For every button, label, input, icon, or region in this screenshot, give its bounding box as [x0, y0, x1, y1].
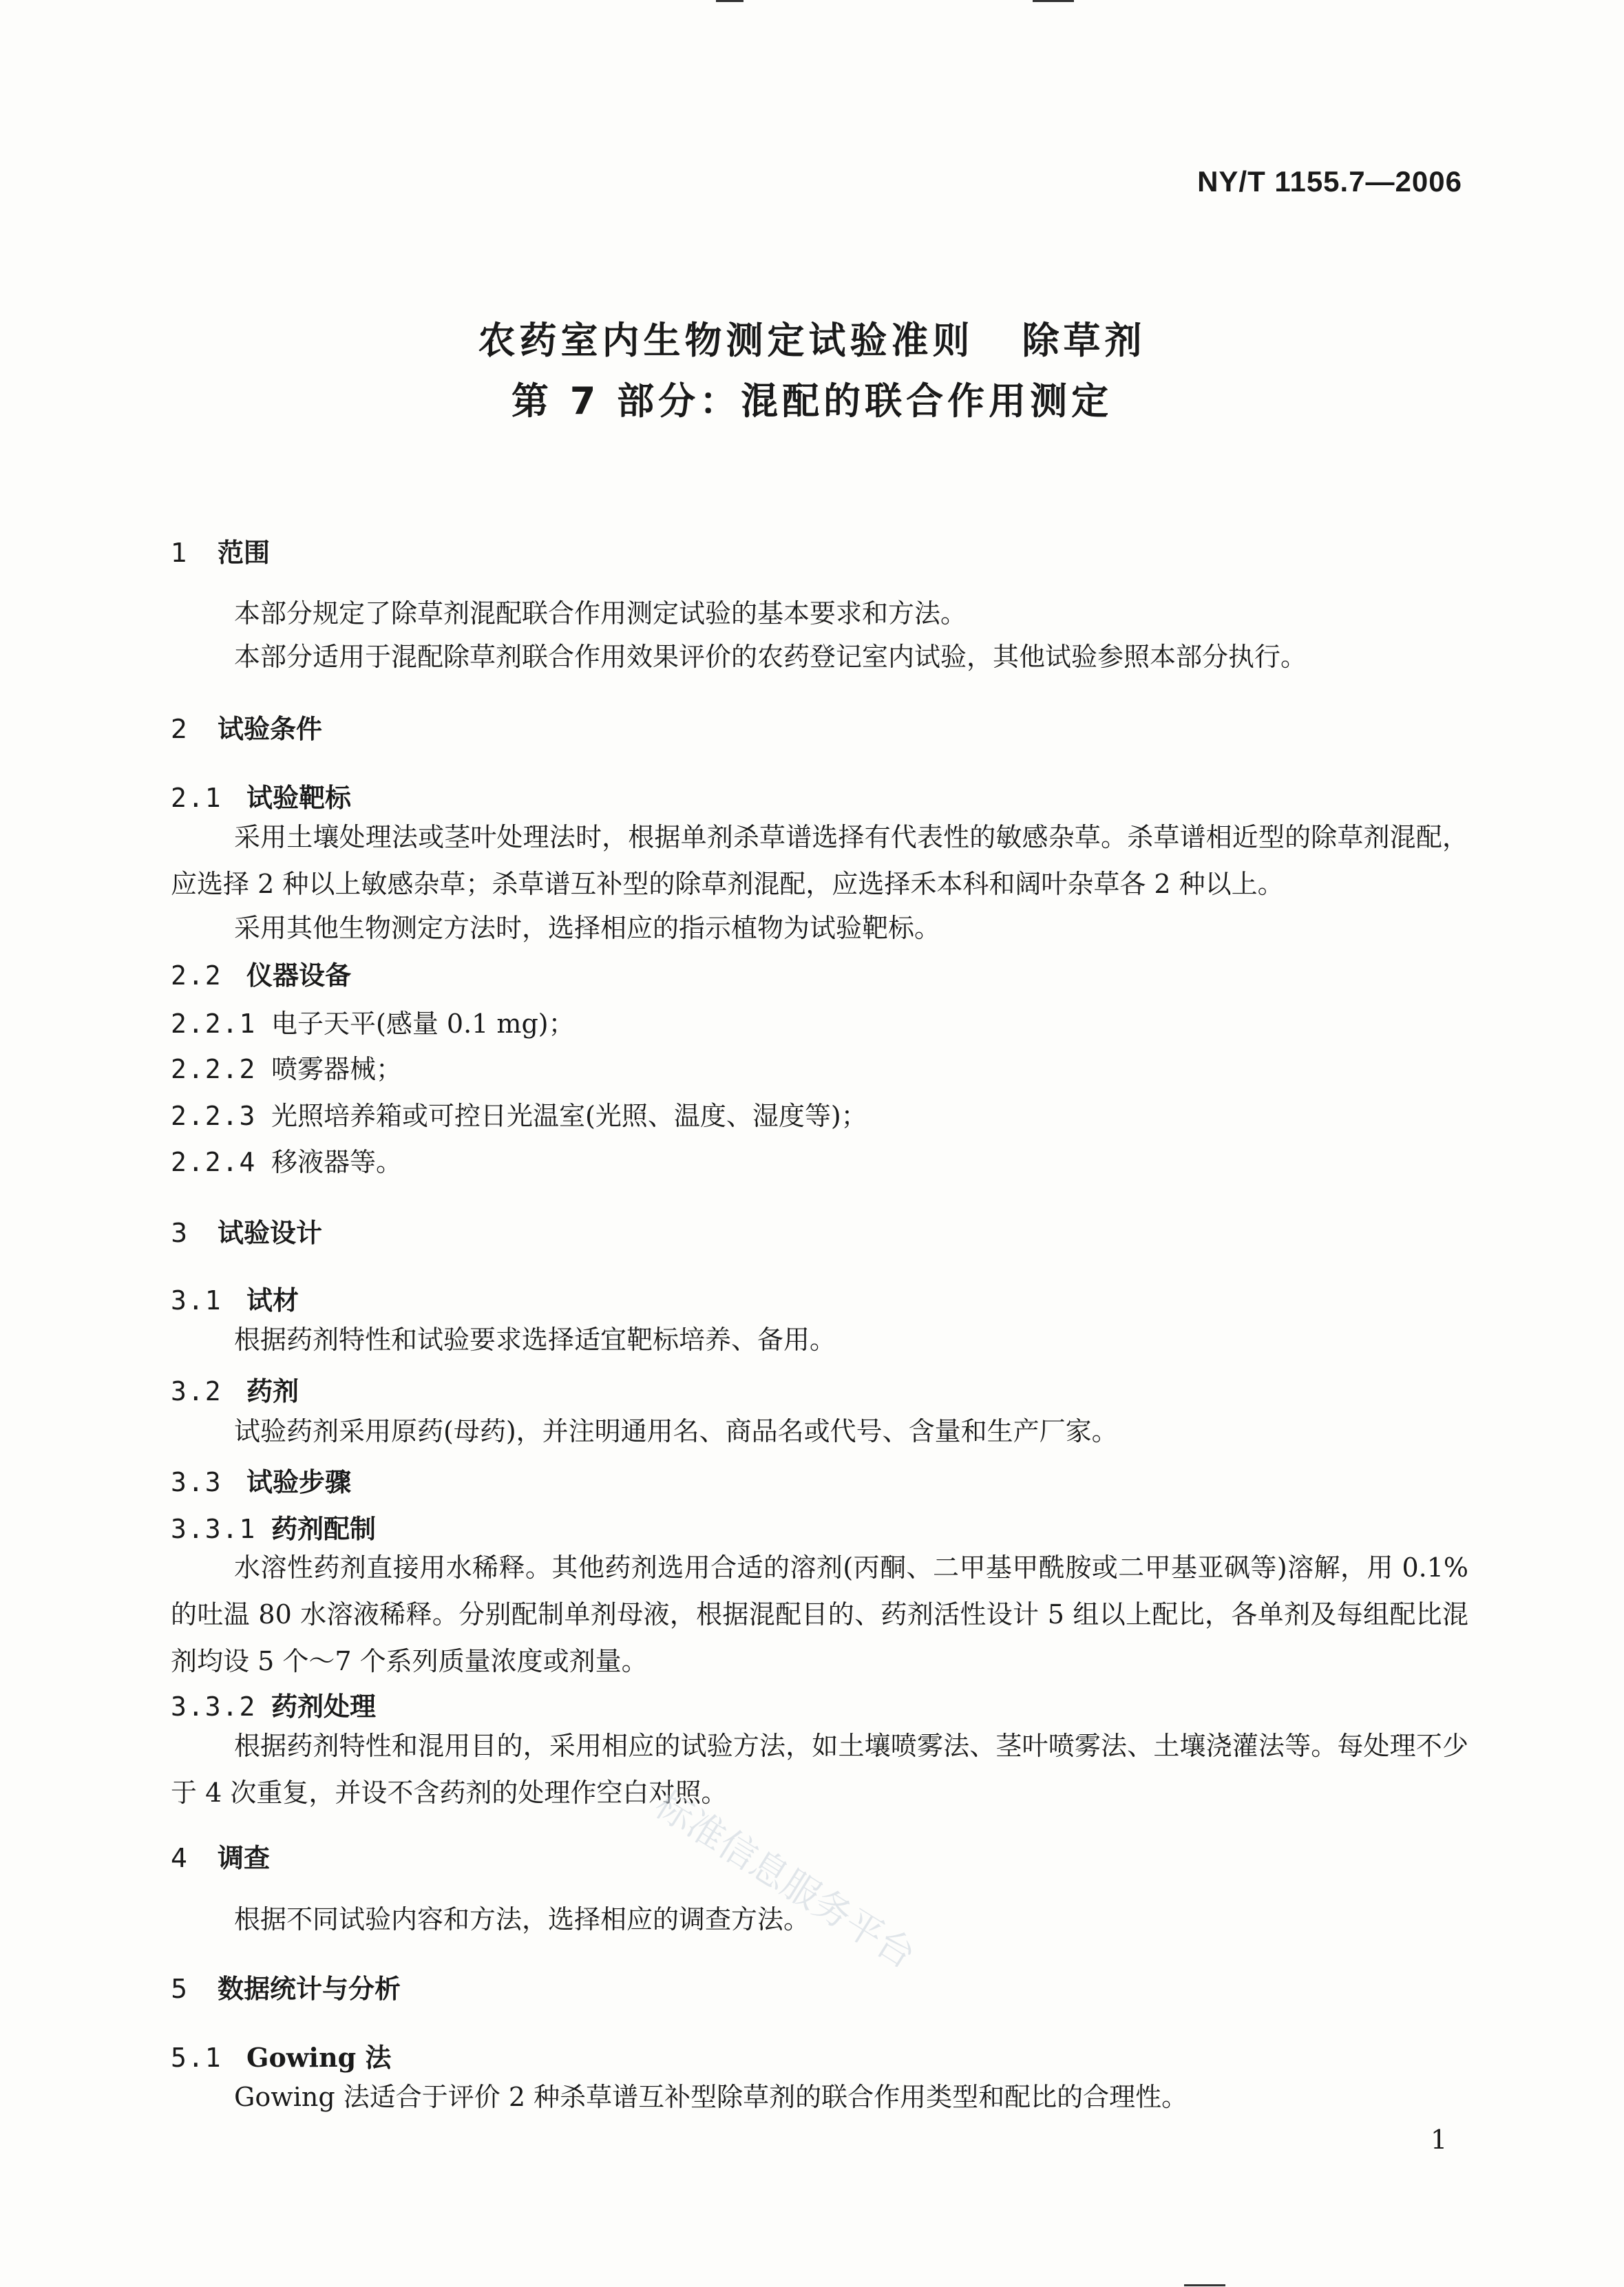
section-2-1-heading: 2.1 试验靶标	[171, 783, 352, 813]
section-2-2-heading: 2.2 仪器设备	[171, 960, 352, 991]
section-3-2-heading: 3.2 药剂	[171, 1376, 299, 1406]
scan-artifact	[716, 0, 744, 2]
section-3-1-paragraph: 根据药剂特性和试验要求选择适宜靶标培养、备用。	[234, 1325, 836, 1355]
section-2-1-paragraph-1: 采用土壤处理法或茎叶处理法时，根据单剂杀草谱选择有代表性的敏感杂草。杀草谱相近型的除草剂混配，应选择 2 种以上敏感杂草；杀草谱互补型的除草剂混配，应选择禾本科和阔叶杂草各 2 种以上。	[171, 822, 1468, 899]
section-4-heading: 4 调查	[171, 1843, 271, 1873]
section-3-heading: 3 试验设计	[171, 1218, 323, 1248]
section-1-paragraph-2: 本部分适用于混配除草剂联合作用效果评价的农药登记室内试验，其他试验参照本部分执行。	[234, 642, 1307, 672]
scan-artifact	[1184, 2284, 1225, 2286]
equipment-item: 2.2.4 移液器等。	[171, 1147, 403, 1177]
section-4-paragraph: 根据不同试验内容和方法，选择相应的调查方法。	[234, 1904, 810, 1935]
section-2-heading: 2 试验条件	[171, 714, 323, 744]
section-2-1-paragraph-2: 采用其他生物测定方法时，选择相应的指示植物为试验靶标。	[234, 913, 941, 943]
section-5-1-paragraph: Gowing 法适合于评价 2 种杀草谱互补型除草剂的联合作用类型和配比的合理性。	[234, 2082, 1188, 2112]
section-1-heading: 1 范围	[171, 538, 271, 568]
section-3-1-heading: 3.1 试材	[171, 1285, 299, 1316]
document-title-line2: 第 7 部分：混配的联合作用测定	[511, 379, 1113, 423]
section-3-3-2-paragraph: 根据药剂特性和混用目的，采用相应的试验方法，如土壤喷雾法、茎叶喷雾法、土壤浇灌法等。每处理不少于 4 次重复，并设不含药剂的处理作空白对照。	[171, 1731, 1468, 1808]
section-3-2-paragraph: 试验药剂采用原药(母药)，并注明通用名、商品名或代号、含量和生产厂家。	[234, 1416, 1118, 1446]
page-number: 1	[1431, 2125, 1448, 2155]
section-5-heading: 5 数据统计与分析	[171, 1974, 401, 2004]
equipment-item: 2.2.1 电子天平(感量 0.1 mg)；	[171, 1009, 575, 1039]
section-1-paragraph-1: 本部分规定了除草剂混配联合作用测定试验的基本要求和方法。	[234, 598, 967, 629]
section-3-3-heading: 3.3 试验步骤	[171, 1467, 352, 1497]
scan-artifact	[1033, 0, 1074, 2]
standard-code: NY/T 1155.7—2006	[1197, 165, 1462, 198]
section-5-1-heading: 5.1 Gowing 法	[171, 2042, 392, 2073]
watermark-text: 标准信息服务平台	[647, 1782, 923, 1977]
title-main: 农药室内生物测定试验准则	[478, 319, 974, 362]
document-title-line1	[0, 311, 1624, 364]
title-category: 除草剂	[1022, 319, 1146, 362]
equipment-item: 2.2.3 光照培养箱或可控日光温室(光照、温度、湿度等)；	[171, 1101, 867, 1131]
section-3-3-1-heading: 3.3.1 药剂配制	[171, 1514, 377, 1544]
section-3-3-2-heading: 3.3.2 药剂处理	[171, 1691, 377, 1722]
equipment-item: 2.2.2 喷雾器械；	[171, 1054, 403, 1084]
section-3-3-1-paragraph: 水溶性药剂直接用水稀释。其他药剂选用合适的溶剂(丙酮、二甲基甲酰胺或二甲基亚砜等)溶解，用 0.1% 的吐温 80 水溶液稀释。分别配制单剂母液，根据混配目的、药剂活性设计 5 组以上配比，各单剂及每组配比混剂均设 5 个～7 个系列质量浓度或剂量。	[171, 1552, 1468, 1676]
